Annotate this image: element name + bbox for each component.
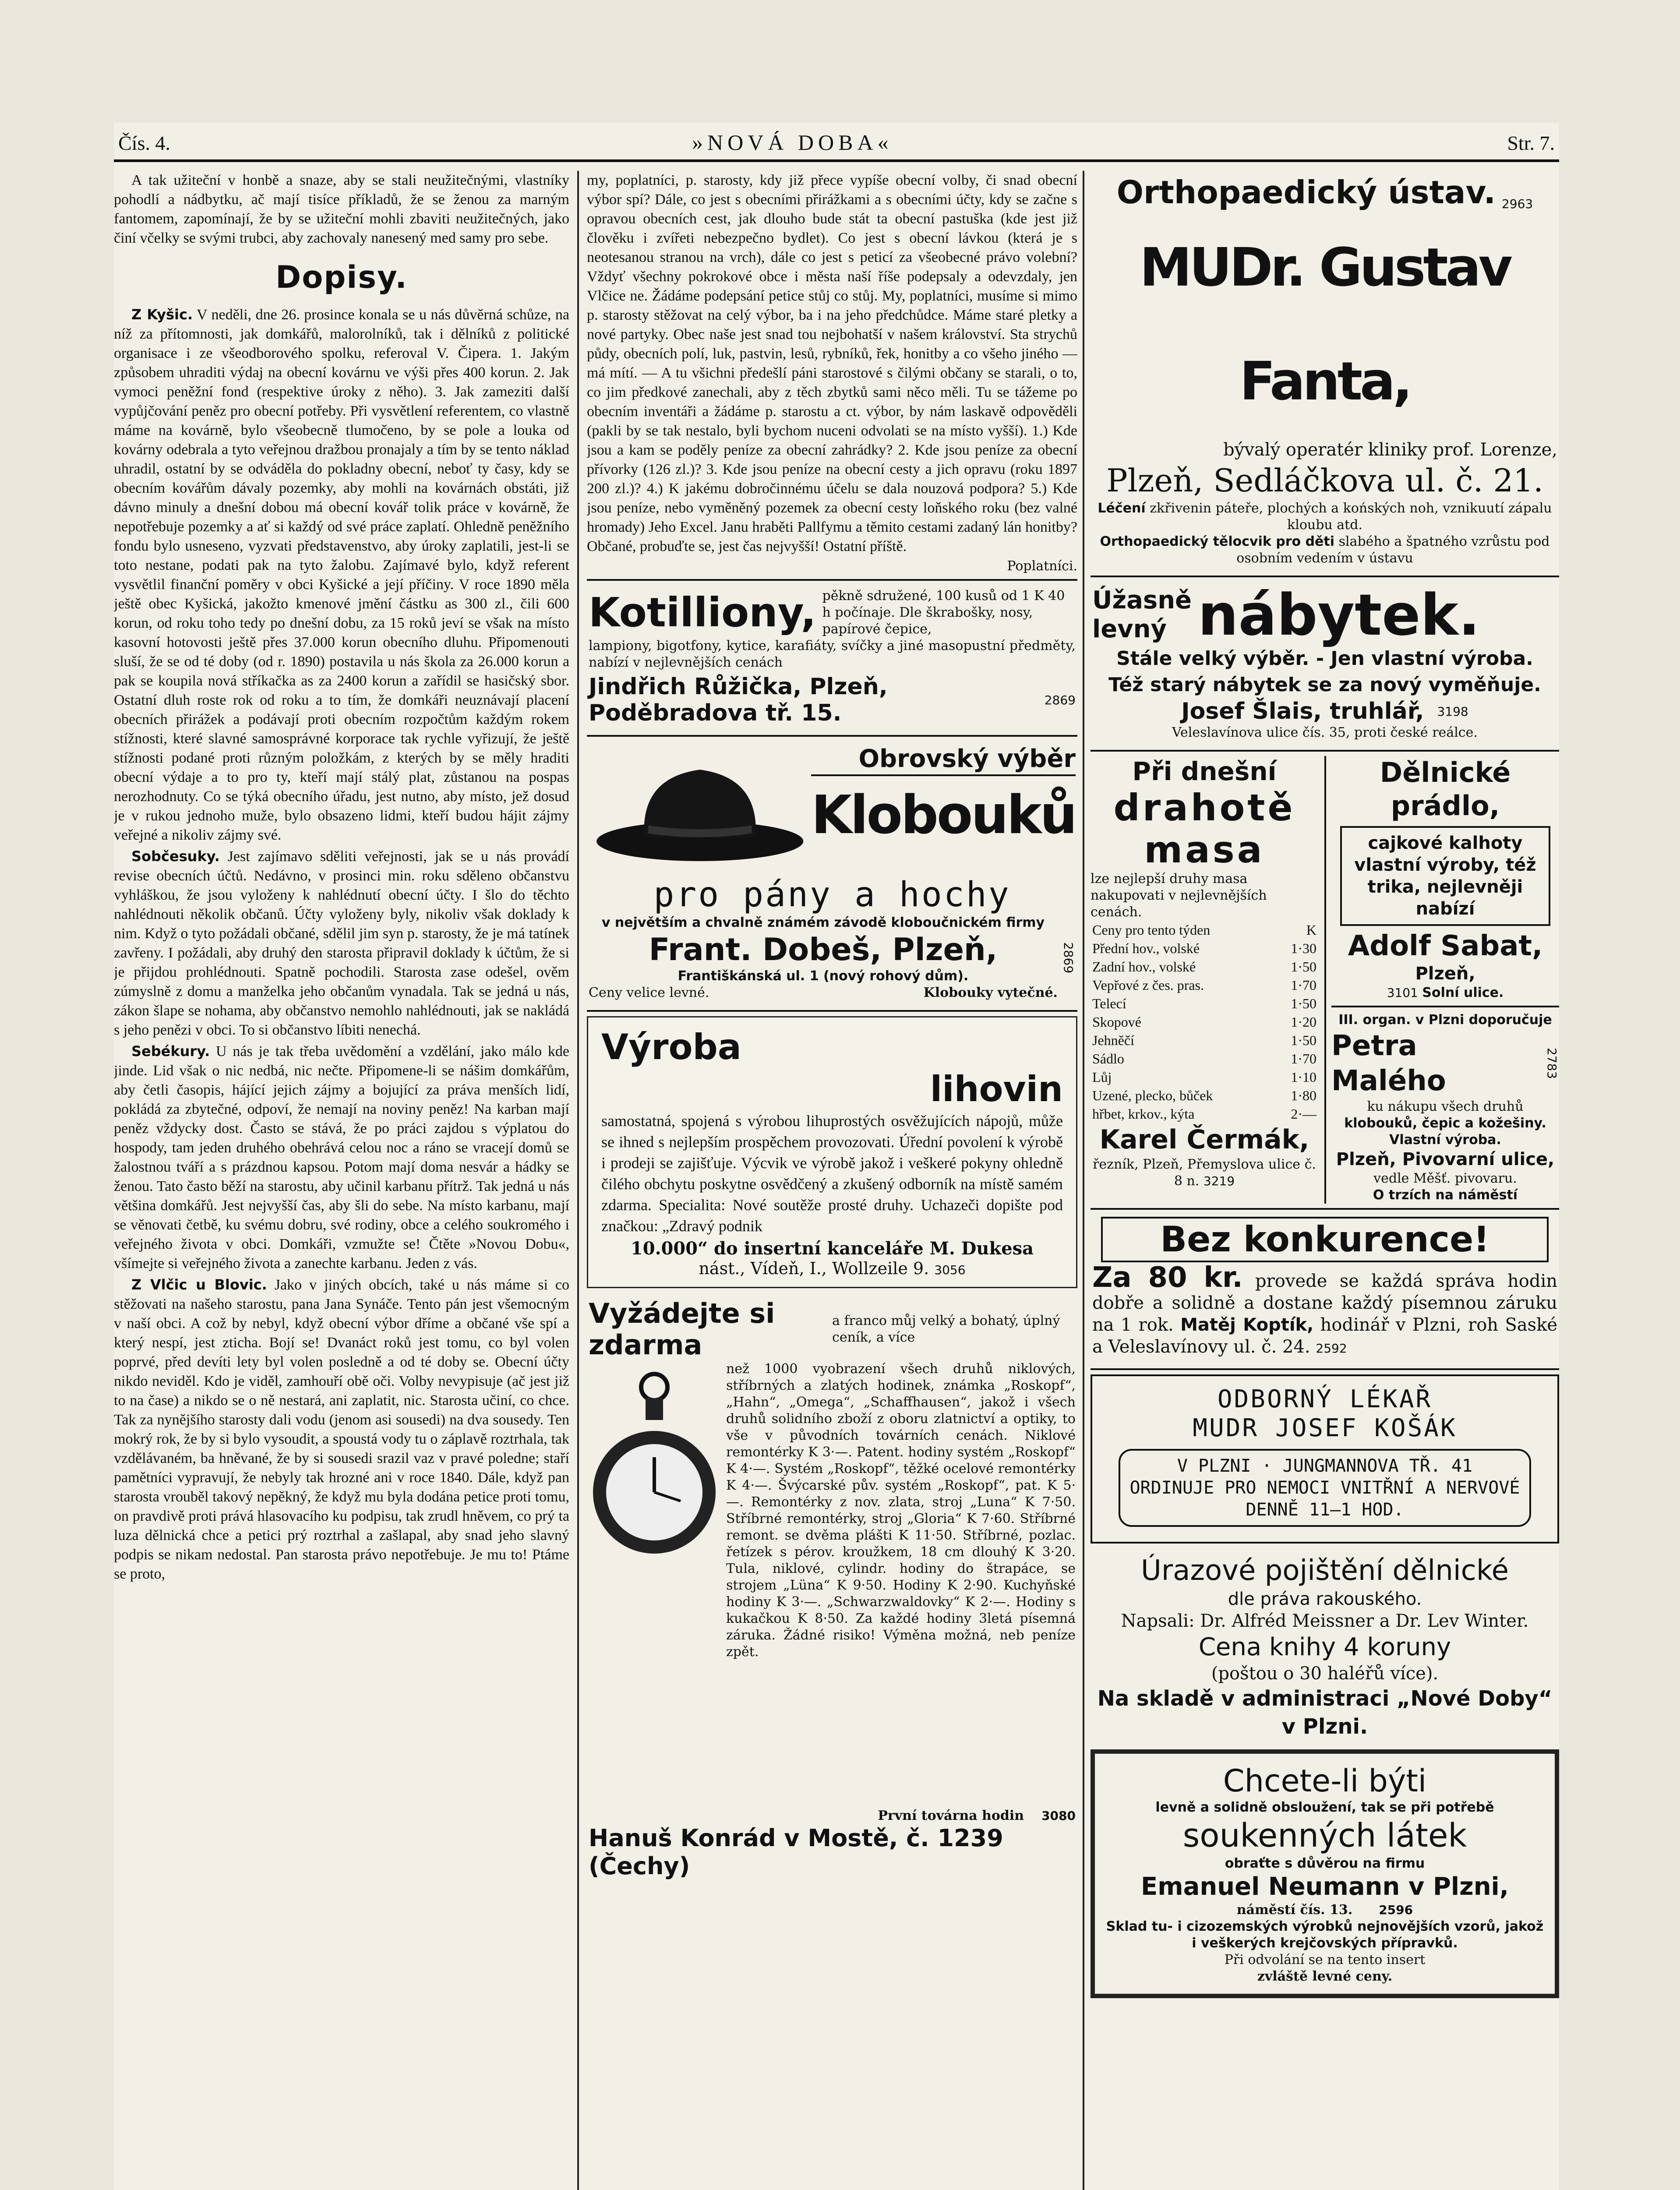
pradlo-addr: Solní ulice. — [1422, 985, 1504, 1000]
nabytek-left1: Úžasně — [1092, 586, 1192, 615]
ad-orthopaedic — [1091, 171, 1559, 569]
maso-title2: drahotě — [1113, 786, 1295, 829]
table-row — [1091, 939, 1318, 957]
letter-heading: Z Kyšic. — [131, 306, 193, 323]
maly-near: vedle Měšť. pivovaru. — [1373, 1171, 1517, 1186]
koptik-body — [1092, 1261, 1558, 1360]
ortho-gym — [1092, 533, 1557, 567]
table-row — [1091, 1013, 1318, 1031]
ortho-name: MUDr. Gustav Fanta, — [1140, 237, 1510, 412]
divider — [1091, 576, 1559, 577]
ortho-former: bývalý operatér kliniky prof. Lorenze, — [1223, 440, 1557, 460]
nabytek-line2: Též starý nábytek se za nový vyměňuje. — [1108, 674, 1541, 696]
maso-title3: masa — [1144, 828, 1265, 871]
hodinky-factory: První továrna hodin — [878, 1808, 1024, 1823]
kosak-hours: ORDINUJE PRO NEMOCI VNITŘNÍ A NERVOVÉ DENNĚ 11–1 HOD. — [1129, 1478, 1520, 1520]
table-row — [1091, 994, 1318, 1013]
ad-code: 3219 — [1203, 1174, 1235, 1188]
nabytek-left2: levný — [1092, 615, 1167, 643]
koptik-text: provede se každá správa hodin dobře a solidně a dostane každý písemnou záruku na 1 rok. — [1092, 1271, 1558, 1335]
table-cell: Přední hov., volské — [1092, 940, 1200, 956]
lihoviny-text: samostatná, spojená s výrobou lihuprostých osvěžujících nápojů, může se ihned s nejlepším prospěchem provozovati. Úřední povolení k výrobě i prodeji se zajišťuje. Výcvik ve výrobě jakož i veškeré pokyny ohledně čilého obchytu poskytne osvědčený a zkušený odborník na místě samém zdarma. Specialita: Nové soutěže prosté druhy. Uchazeči dopište pod značkou: „Zdravý podnik — [601, 1112, 1063, 1235]
ads-row — [1091, 756, 1559, 1204]
neumann-t6: Při odvolání se na tento insert — [1224, 1952, 1426, 1967]
maso-address — [1091, 1156, 1318, 1190]
meat-price-table — [1091, 921, 1318, 1123]
letter-sobcesuky — [114, 847, 569, 1040]
maly-head: III. organ. v Plzni doporučuje — [1338, 1012, 1552, 1028]
kotilliony-items: lampiony, bigotfony, kytice, karafiáty, svíčky a jiné masopustní předměty, nabízí v nejlevnějších cenách — [589, 638, 1076, 670]
pradlo-address — [1331, 985, 1559, 1001]
lihoviny-address — [601, 1259, 1063, 1278]
table-cell: 2·— — [1291, 1106, 1316, 1122]
letter-vlcice — [114, 1275, 569, 1584]
table-cell: Jehněčí — [1092, 1032, 1134, 1048]
neumann-t1: Chcete-li býti — [1223, 1763, 1427, 1799]
ad-kotilliony — [587, 585, 1077, 729]
table-cell: 1·10 — [1291, 1069, 1316, 1085]
ad-lihoviny — [587, 1016, 1077, 1288]
divider — [1091, 750, 1559, 752]
maso-title1: Při dnešní — [1132, 756, 1277, 786]
column-middle — [587, 171, 1077, 2190]
ortho-treatment-head: Léčení — [1098, 501, 1146, 516]
ad-maso — [1091, 756, 1318, 1204]
ad-neumann — [1091, 1749, 1559, 1998]
ortho-address: Plzeň, Sedláčkova ul. č. 21. — [1106, 462, 1543, 499]
klobouky-for: pro pány a hochy — [653, 875, 1011, 915]
table-cell: 1·50 — [1291, 996, 1316, 1011]
table-row — [1091, 1049, 1318, 1068]
table-cell: 1·30 — [1291, 940, 1316, 956]
hodinky-head: Vyžádejte si zdarma — [589, 1297, 775, 1361]
ad-maly — [1331, 1012, 1559, 1204]
ortho-treatment-text: zkřivenin páteře, plochých a końských noh, vznikuutí zápalu kloubu atd. — [1150, 501, 1552, 533]
maly-addr: Plzeň, Pivovarní ulice, — [1336, 1149, 1555, 1169]
pradlo-title: Dělnické prádlo, — [1380, 756, 1511, 822]
divider — [1331, 1006, 1559, 1007]
neumann-t3: soukenných látek — [1182, 1817, 1467, 1854]
column-divider — [1083, 171, 1084, 2190]
pocket-watch-illustration — [589, 1361, 720, 1808]
letter-kysice — [114, 305, 569, 845]
pojisteni-post: (poštou o 30 haléřů více). — [1211, 1664, 1439, 1684]
neumann-t5: Sklad tu- i cizozemských výrobků nejnovějších vzorů, jakož i veškerých krejčovských přípravků. — [1106, 1919, 1544, 1951]
ad-pradlo — [1331, 756, 1559, 1001]
ad-hodinky — [587, 1295, 1077, 1883]
maso-addr: řezník, Plzeň, Přemyslova ulice č. 8 n. — [1093, 1157, 1316, 1189]
lihoviny-amount: 10.000“ do insertní kanceláře M. Dukesa — [630, 1238, 1034, 1259]
ortho-treatment — [1092, 500, 1557, 533]
ad-code: 2783 — [1545, 1048, 1559, 1079]
table-row — [1091, 1031, 1318, 1049]
intro-paragraph: A tak užiteční v honbě a snaze, aby se stali neužitečnými, vlastníky pohodlí a nádbytku, ač mají tisíce příkladů, že se ženou za marným fantomem, zapomínají, že by se užiteční mohli zbaviti neužitečných, jako činí včelky se svými trubci, aby zachovaly nanesený med samy pro sebe. — [114, 172, 569, 246]
column-letters — [114, 171, 569, 2190]
maly-text: ku nákupu všech druhů — [1367, 1099, 1524, 1114]
pojisteni-title: Úrazové pojištění dělnické — [1140, 1554, 1509, 1587]
table-row — [1091, 957, 1318, 976]
maly-name: Petra Malého — [1331, 1030, 1446, 1097]
ads-right-stack — [1324, 756, 1559, 1204]
hat-illustration — [589, 748, 811, 871]
kosak-title2: MUDR JOSEF KOŠÁK — [1193, 1414, 1457, 1442]
table-cell: Vepřové z čes. pras. — [1092, 977, 1204, 993]
table-cell: hřbet, krkov., kýta — [1092, 1106, 1195, 1122]
ortho-gym-text: slabého a špatného vzrůstu pod osobním vedením v ústavu — [1236, 534, 1550, 566]
divider — [587, 735, 1077, 737]
table-cell: Sádlo — [1092, 1051, 1124, 1067]
table-header — [1091, 921, 1318, 939]
table-cell: Skopové — [1092, 1014, 1141, 1030]
maly-goods: klobouků, čepic a kožešiny. Vlastní výroba. — [1344, 1116, 1546, 1148]
page-number: Str. 7. — [1507, 132, 1555, 154]
pojisteni-store: Na skladě v administraci „Nové Doby“ v Plzni. — [1097, 1686, 1553, 1739]
ad-code: 3056 — [934, 1263, 966, 1277]
ad-kosak — [1091, 1374, 1559, 1544]
divider — [587, 579, 1077, 581]
maly-bottom: O trzích na náměstí — [1373, 1187, 1518, 1203]
ortho-title: Orthopaedický ústav. — [1116, 174, 1496, 211]
klobouky-addr: Františkánská ul. 1 (nový rohový dům). — [678, 968, 969, 984]
ad-nabytek — [1091, 582, 1559, 744]
ad-code: 3080 — [1041, 1809, 1076, 1823]
hodinky-head2: a franco můj velký a bohatý, úplný ceník, a více — [832, 1313, 1060, 1345]
table-row — [1091, 1105, 1318, 1123]
letter-body: Jest zajímavo sděliti veřejnosti, jak se u nás provádí revise obecních účtů. Nedávno, v prosinci min. roku sděleno občanstvu vyhláškou, že jsou vyloženy k nahlédnutí obecní účty. I šlo do těchto nahlédnouti několik občanů. Účty vyloženy byly, nikoliv však doklady k nim. Když o tyto požádali občané, sdělil jim syn p. starosty, že je má tatínek zavřeny. I požádali, aby druhý den starosta připravil doklady k účtům, že si je přijdou prohlédnouti. Spatně pochodili. Starosta zase odešel, ověm zúmyslně z domu a manželka jeho občanům vynadala. Tak se jedná u nás, zákon šlape se nohama, aby občanstvo nemohlo nahlédnouti, jak se nakládá s jeho penězi v obci. To si občanstvo líbiti nenechá. — [114, 848, 569, 1038]
table-cell: Telecí — [1092, 996, 1126, 1011]
kotilliony-title: Kotilliony, — [589, 589, 816, 636]
klobouky-firm: Frant. Dobeš, Plzeň, — [649, 932, 998, 968]
neumann-t2: levně a solidně obsloužení, tak se při potřebě — [1155, 1800, 1494, 1815]
letter-body: U nás je tak třeba uvědomění a vzdělání, jako málo kde jinde. Lid však o nic nedbá, nic nečte. Připomene-li se nášim domkářům, aby četli časopis, hájící jejich zájmy a bojující za práva menších lidí, pokládá za zbytečné, odpoví, že nemají na noviny peněz! Na karban mají peněz vždycky dost. Často se stává, že po práci zajdou s výplatou do hospody, tam jeden druhého obehrává celou noc a ráno se vracejí domů se žalostnou tváří a s prázdnou kapsou. Potom mají doma nesvár a hádky se ženou. Tato často běží na starostu, aby učinil karbanu přítrž. Tak jedná u nás většina domkářů. Jest nejvyšší čas, aby šli do sebe. Na místo karbanu, mají se věnovati četbě, ku svému dobru, své rodiny, obce a celého soukromého i veřejného života v obci. Domkáři, vzmužte se! Čtěte »Novou Dobu«, všímejte si veřejného života a zanechte karbanu. Jeden z vás. — [114, 1043, 569, 1272]
letter-heading: Sebékury. — [131, 1043, 210, 1060]
ad-code: 3101 — [1387, 986, 1418, 1000]
letter-continuation: my, poplatníci, p. starosty, kdy již přece vypíše obecní volby, či snad obecní výbor spí? Dále, co jest s obecními přirážkami a s obecními účty, kdy se začne s opravou obecních cest, jak dlouho bude stát ta obecní pastuška (kde jest již člověku i zvířeti nebezpečno bydlet). Co jest s obecní lávkou (která je s neotesanou stranou na vrch), dále co jest s peticí za všeobecné právo volební? Vždyť všechny pokrokové obce i města naší říše podepsaly a odevzdaly, jen Vlčice ne. Žádáme podepsání petice stůj co stůj. My, poplatníci, musíme si mimo p. starosty stěžovat na celý výbor, ba i na jeho předchůdce. Máme staré pletky a nové partyky. Obec naše jest snad tou nejbohatší v našem království. Sta strychů půdy, obecních polí, luk, pastvin, lesů, rybníků, řek, honitby a co všeho jiného — má mítí. — A tu všichni předešlí páni starostové s čilými občany se starali, o to, co jim předkové zanechali, aby z těch zbytků sami něco měli. Tu se tážeme po obecním inventáři a žádáme p. starostu a ct. výbor, by nám laskavě odpověděli (pakli by se tak nestalo, byli bychom nuceni odvolati se na místo vyšší). 1.) Kde jsou a kam se poděly peníze za obecní zahrádky? 2. Kde jsou peníze za obecní přívorky (126 zl.)? 3. Kde jsou peníze na obecní cesty a jich opravu (roku 1897 200 zl.)? 4.) K jakému dobročinnému účelu se dala nouzová podpora? 5.) Kde jsou peníze, nebo vyměněný pozemek za obecní cesty loňského roku (bez valné hromady) Jeho Excel. Janu hraběti Pallfymu a těmito cestami zadaný lán honitby? Občané, probuďte se, jest čas nejvyšší! Ostatní příště. — [587, 172, 1077, 555]
klobouky-right: Klobouky vytečné. — [923, 985, 1058, 1000]
divider — [587, 1010, 1077, 1012]
table-cell: 1·70 — [1291, 977, 1316, 993]
hodinky-firm: Hanuš Konrád v Mostě, č. 1239 (Čechy) — [589, 1824, 1003, 1880]
section-title: Dopisy. — [275, 259, 408, 295]
divider — [1091, 1368, 1559, 1370]
koptik-rest: hodinář v Plzni, roh Saské a Veleslavínovy ul. č. 24. — [1092, 1315, 1558, 1357]
klobouky-big: Klobouků — [811, 785, 1076, 846]
koptik-head: Za 80 kr. — [1092, 1261, 1243, 1294]
pradlo-box: cajkové kalhoty vlastní výroby, též trika, nejlevněji nabízí — [1340, 826, 1550, 926]
divider — [1091, 1208, 1559, 1210]
pojisteni-price: Cena knihy 4 koruny — [1198, 1633, 1451, 1661]
column-ads — [1091, 171, 1559, 2190]
kotilliony-firm: Jindřich Růžička, Plzeň, Poděbradova tř. 15. — [589, 674, 888, 726]
table-header-cell: K — [1306, 922, 1316, 938]
koptik-title: Bez konkurence! — [1101, 1217, 1549, 1262]
table-cell: Zadní hov., volské — [1092, 959, 1196, 975]
klobouky-left: Ceny velice levné. — [589, 985, 709, 1000]
klobouky-top: Obrovský výběr — [811, 744, 1076, 776]
table-cell: 1·20 — [1291, 1014, 1316, 1030]
pradlo-firm: Adolf Sabat, — [1348, 930, 1543, 962]
kosak-title1: ODBORNÝ LÉKAŘ — [1217, 1385, 1433, 1413]
letter-heading: Z Vlčic u Blovic. — [131, 1276, 267, 1293]
lihoviny-title1: Výroba — [601, 1027, 741, 1067]
neumann-firm: Emanuel Neumann v Plzni, — [1140, 1872, 1509, 1901]
table-cell: 1·50 — [1291, 1032, 1316, 1048]
ad-code: 2592 — [1316, 1341, 1347, 1356]
ad-pojisteni — [1091, 1551, 1559, 1743]
newspaper-title: »NOVÁ DOBA« — [692, 130, 893, 155]
ad-code: 2596 — [1379, 1903, 1413, 1917]
pradlo-city: Plzeň, — [1415, 964, 1475, 984]
table-cell: 1·50 — [1291, 959, 1316, 975]
letter-heading: Sobčesuky. — [131, 848, 220, 865]
table-cell: Lůj — [1092, 1069, 1112, 1085]
pojisteni-sub: dle práva rakouského. — [1228, 1589, 1422, 1609]
ad-code: 2963 — [1501, 197, 1533, 211]
pojisteni-authors: Napsali: Dr. Alfréd Meissner a Dr. Lev Winter. — [1121, 1611, 1529, 1631]
page-header — [114, 123, 1559, 162]
letter-body: V neděli, dne 26. prosince konala se u nás důvěrná schůze, na níž za přítomnosti, jak domkářů, malorolníků, tak i dělníků z politické organisace i ze všeodborového spolku, referoval V. Čipera. 1. Jakým způsobem uhraditi výdaj na obecní kovárnu ve výši přes 400 korun. 2. Jak vymoci peněžní fond (respektive úroky z něho). 3. Jak zameziti další vypůjčování peněz pro obecní potřeby. Při vysvětlení referentem, co vlastně máme na kovárně, bylo všeobecně tlumočeno, by se pole a louka od kovárny odebrala a tyto veřejnou dražbou pronajaly a tím by se tento náklad uhradil, ostatní by se odváděla do pokladny obecní, neboť ty časy, kdy se obecním kovářům dávaly pozemky, aby mohli na kovárnách obstáti, již dávno minuly a dnešní dobou má obecní kovář tolik práce v kovárně, že nepotřebuje pozemky a ať si každý od své práce zaplatí. Ohledně peněžního fondu bylo usneseno, vyzvati představenstvo, aby úroky zaplatili, jest-li se toto nestane, podati pak na tyto žalobu. Zajímavé bylo, když referent vysvětlil finanční poměry v obci Kyšické a její příčiny. V roce 1890 měla ještě obec Kyšická, jakožto kmenové jmění částku as 300 zl., čili 600 korun, od roku toho tedy po dnešní dobu, za 15 roků jeví se však na místo kasovní hotovosti ještě přes 37.000 korun obecního dluhu. Připomenouti sluší, že se od té doby (od r. 1890) postavila u nás škola za 26.000 korun a pak se koupila nová stříkačka as za 2400 korun a zařídil se hasičský sbor. Ostatní dluh roste rok od roku a to tím, že domkáři neuznávají placení obecních přirážek a podávají proti obecním rozpočtům každým rokem stížnosti, které slavné samosprávné korporace tak rychle vyřizují, že ještě stížnosti podané proti různým položkám, z kterých by se měly hraditi obecní výdaje a to pro ty, kteří mají stálý plat, zůstanou na pospas nerozhodnuty. Co se týká obecního úřadu, jest nutno, aby místo, jež dosud je v rukou jednoho muže, bylo obsazeno lidmi, kteří budou hájit zájmy veřejné a nikoliv zájmy své. — [114, 307, 569, 843]
maso-text: lze nejlepší druhy masa nakupovati v nejlevnějších cenách. — [1091, 871, 1267, 920]
maso-firm: Karel Čermák, — [1099, 1124, 1309, 1155]
letter-sebekury — [114, 1042, 569, 1273]
table-header-cell: Ceny pro tento týden — [1092, 922, 1211, 938]
table-cell: Uzené, plecko, bůček — [1092, 1088, 1213, 1103]
kotilliony-text: pěkně sdružené, 100 kusů od 1 K 40 h počínaje. Dle škrabošky, nosy, papírové čepice, — [822, 588, 1065, 637]
koptik-firm: Matěj Koptík, — [1180, 1315, 1314, 1335]
issue-number: Čís. 4. — [118, 132, 170, 154]
table-cell: 1·70 — [1291, 1051, 1316, 1067]
ad-koptik — [1091, 1214, 1559, 1362]
lihoviny-addr: nást., Vídeň, I., Wollzeile 9. — [699, 1259, 929, 1278]
table-row — [1091, 1068, 1318, 1086]
table-cell: 1·80 — [1291, 1088, 1316, 1103]
nabytek-line1: Stále velký výběr. - Jen vlastní výroba. — [1116, 647, 1533, 670]
nabytek-big: nábytek. — [1198, 582, 1480, 648]
neumann-addr: náměstí čís. 13. — [1236, 1902, 1353, 1918]
nabytek-addr: Veleslavínova ulice čís. 35, proti české reálce. — [1172, 725, 1478, 740]
table-row — [1091, 976, 1318, 994]
klobouky-sub: v největším a chvalně známém závodě kloboučnickém firmy — [601, 915, 1045, 930]
letter-body: Jako v jiných obcích, také u nás máme si co stěžovati na našeho starostu, pana Jana Synáče. Tento pán jest všemocným v naší obci. A což by nebyl, když obecní výbor dříme a občané vše spí a který nespí, jest zticha. Bojí se! Dvanáct roků jest tomu, co byl volen poprvé, před devíti lety byl volen posledně a od té doby se. Obecní účty nikdo neviděl. Kdo je viděl, zamhouří obě oči. Volby nevypisuje (ač jest již to na čase) a nikdo se o ně nestará, ani zaplatit, nic. Starosta učiní, co chce. Tak za nynějšího starosty dali vodu (jenom asi sousedi) na dva sousedy. Ten mokrý rok, že by si bylo vysoudit, a spoustá vody tu o záplavě roztrhala, tak vzdělávaném, ba hněvané, že by si sousedi srazil vaz v pravé poledne; staří pamětníci vypravují, že nebyly tak hrozné ani v roce 1840. Dále, když pan starosta vrouběl takový nepěkný, že když mu byla dodána petice proti tomu, on pravdivě proti prává hlasovacího ku podpisu, tak zrudl hněvem, co prý ta luza dělnická chce a petici prý roztrhal a zašlapal, aby snad jeho slavný podpis se nikam nedostal. Pan starosta právo nepotřebuje. Je mu to! Ptáme se proto, — [114, 1277, 569, 1582]
newspaper-page — [114, 123, 1559, 2190]
ad-code: 3198 — [1437, 704, 1468, 719]
ortho-gym-head: Orthopaedický tělocvik pro děti — [1100, 534, 1335, 549]
kosak-address: V PLZNI · JUNGMANNOVA TŘ. 41 — [1177, 1456, 1473, 1476]
lihoviny-title2: lihovin — [930, 1069, 1063, 1109]
table-row — [1091, 1086, 1318, 1105]
nabytek-firm: Josef Šlais, truhlář, — [1181, 698, 1424, 724]
column-divider — [577, 171, 579, 2190]
ad-klobouky — [587, 741, 1077, 1004]
neumann-t4: obraťte s důvěrou na firmu — [1225, 1856, 1425, 1871]
ad-code: 2869 — [1061, 942, 1076, 974]
neumann-t7: zvláště levné ceny. — [1257, 1969, 1393, 1984]
ad-code: 2869 — [1044, 692, 1076, 707]
letter-signature: Poplatníci. — [1007, 558, 1077, 574]
hodinky-text: než 1000 vyobrazení všech druhů niklových, stříbrných a zlatých hodinek, známka „Roskopf“, „Hahn“, „Omega“, „Schaffhausen“, jakož i všech druhů solidního zboží z oboru zlatnictví a optiky, to vše v původních továrních cenách. Niklové remontérky K 3·—. Patent. hodiny systém „Roskopf“ K 4·—. Systém „Roskopf“, těžké ocelové remontérky K 4·—. Švýcarské pův. systém „Roskopf“, pat. K 5·—. Remontérky z nov. zlata, stroj „Luna“ K 7·50. Stříbrné remontérky, stroj „Gloria“ K 7·60. Stříbrné remont. se dvěma plášti K 11·50. Stříbrné, pozlac. řetízek s pérov. kroužkem, 18 cm dlouhý K 3·20. Tula, niklové, cylindr. hodiny do štrapáce, se strojem „Lüna“ K 9·50. Hodiny K 2·90. Kuchyňské hodiny K 3·—. „Schwarzwaldovky“ K 2·—. Hodiny s kukačkou K 8·50. Za každé hodiny 3letá písemná záruka. Žádné risiko! Výměna možná, neb peníze zpět. — [726, 1361, 1076, 1660]
kosak-box — [1119, 1449, 1531, 1527]
